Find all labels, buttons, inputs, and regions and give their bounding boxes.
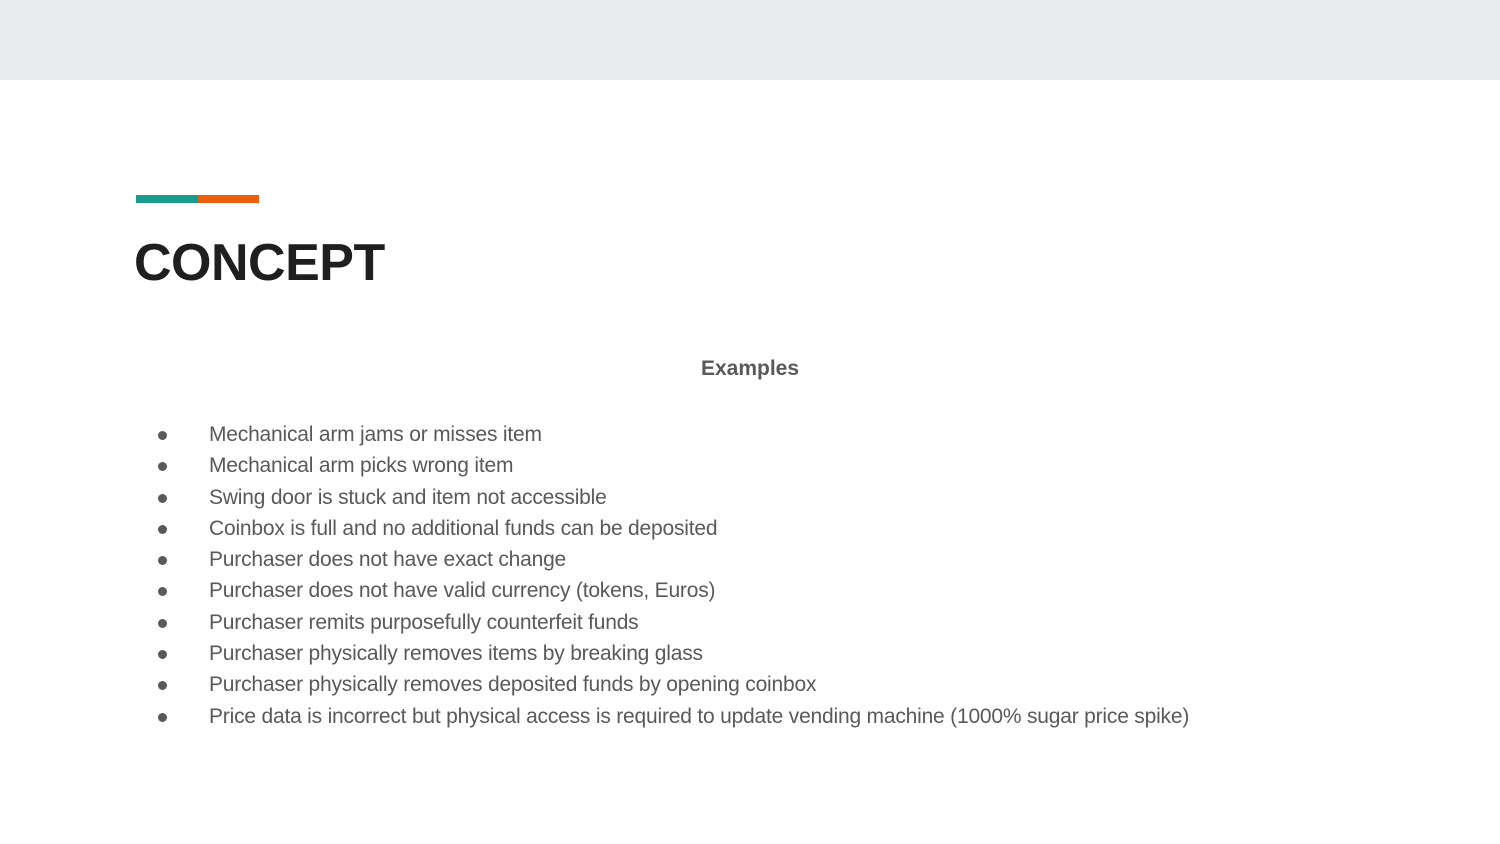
list-item bbox=[155, 669, 1189, 700]
bullet-icon bbox=[158, 713, 167, 722]
list-item bbox=[155, 544, 1189, 575]
list-item-text: Mechanical arm jams or misses item bbox=[209, 423, 542, 446]
bullet-icon bbox=[158, 587, 167, 596]
list-item-text: Price data is incorrect but physical access is required to update vending machine (1000% sugar price spike) bbox=[209, 704, 1190, 728]
list-item bbox=[155, 701, 1189, 732]
list-item-text: Purchaser does not have valid currency (tokens, Euros) bbox=[209, 579, 716, 603]
bullet-icon bbox=[158, 431, 167, 440]
list-item bbox=[155, 513, 1189, 544]
list-item-text: Swing door is stuck and item not accessible bbox=[209, 485, 607, 509]
list-item bbox=[155, 638, 1189, 669]
list-item-text: Purchaser physically removes items by breaking glass bbox=[209, 642, 703, 666]
slide-title: CONCEPT bbox=[134, 234, 385, 292]
list-item bbox=[155, 482, 1189, 513]
list-item bbox=[155, 607, 1189, 638]
list-item bbox=[155, 450, 1189, 481]
examples-list bbox=[155, 419, 1189, 732]
bullet-icon bbox=[158, 650, 167, 659]
header-band bbox=[0, 0, 1500, 80]
list-item-text: Coinbox is full and no additional funds can be deposited bbox=[209, 516, 718, 540]
bullet-icon bbox=[158, 556, 167, 565]
bullet-icon bbox=[158, 462, 167, 471]
bullet-icon bbox=[158, 681, 167, 690]
section-heading: Examples bbox=[700, 357, 800, 380]
list-item-text: Purchaser does not have exact change bbox=[209, 548, 567, 572]
list-item-text: Mechanical arm picks wrong item bbox=[209, 454, 514, 478]
bullet-icon bbox=[158, 494, 167, 503]
bullet-icon bbox=[158, 619, 167, 628]
list-item-text: Purchaser remits purposefully counterfeit funds bbox=[209, 610, 639, 634]
title-accent-orange bbox=[198, 195, 259, 203]
title-accent-teal bbox=[136, 195, 198, 203]
list-item bbox=[155, 575, 1189, 606]
bullet-icon bbox=[158, 525, 167, 534]
list-item-text: Purchaser physically removes deposited funds by opening coinbox bbox=[209, 673, 817, 697]
list-item bbox=[155, 419, 1189, 450]
